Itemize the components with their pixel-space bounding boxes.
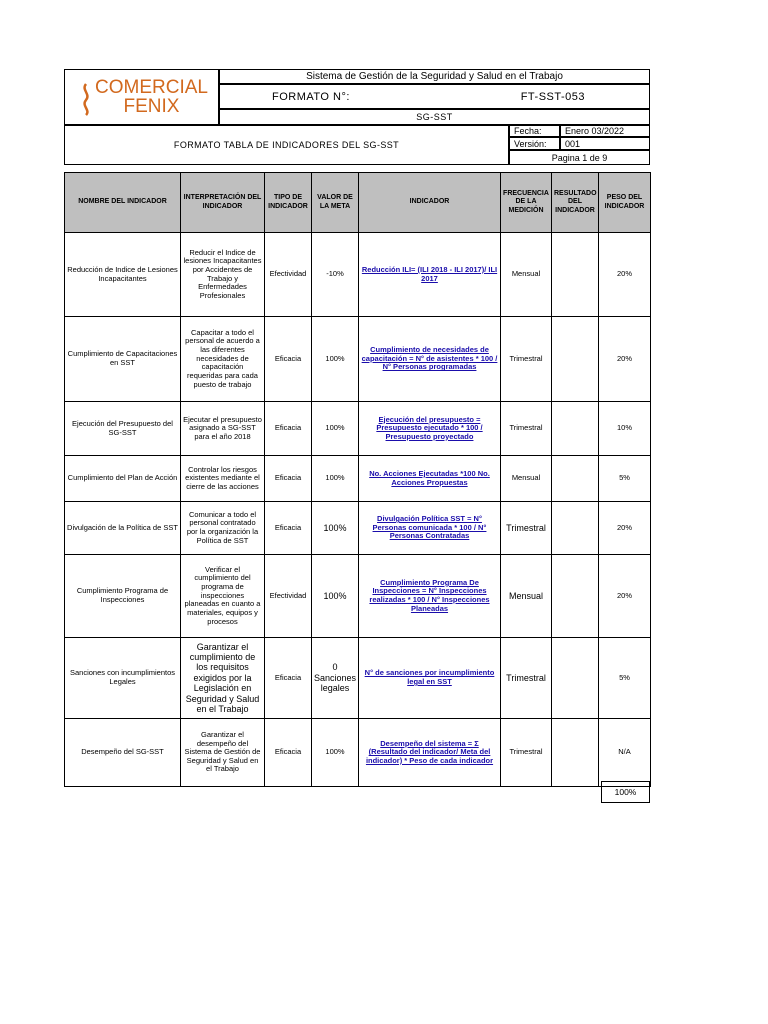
indicator-result bbox=[552, 233, 599, 317]
indicator-name: Ejecución del Presupuesto del SG-SST bbox=[65, 402, 181, 456]
col-header: NOMBRE DEL INDICADOR bbox=[65, 173, 181, 233]
indicator-weight: 20% bbox=[599, 555, 651, 638]
logo-line2: FENIX bbox=[123, 96, 180, 117]
indicator-interpretation: Ejecutar el presupuesto asignado a SG-SST para el año 2018 bbox=[181, 402, 265, 456]
indicator-formula-cell bbox=[359, 402, 501, 456]
indicator-result bbox=[552, 638, 599, 719]
indicator-weight: 10% bbox=[599, 402, 651, 456]
table-row bbox=[65, 317, 651, 402]
indicator-type: Eficacia bbox=[265, 502, 312, 555]
indicator-formula-cell bbox=[359, 233, 501, 317]
indicator-formula-link[interactable]: No. Acciones Ejecutadas *100 No. Acciones Propuestas bbox=[369, 468, 490, 487]
system-title: Sistema de Gestión de la Seguridad y Salud en el Trabajo bbox=[219, 69, 650, 84]
indicator-result bbox=[552, 456, 599, 502]
indicator-goal: -10% bbox=[312, 233, 359, 317]
indicator-formula-cell bbox=[359, 317, 501, 402]
col-header: INDICADOR bbox=[359, 173, 501, 233]
indicator-goal: 100% bbox=[312, 502, 359, 555]
total-weight: 100% bbox=[601, 781, 650, 803]
table-header-row bbox=[65, 173, 651, 233]
indicator-goal: 100% bbox=[312, 719, 359, 787]
indicator-type: Eficacia bbox=[265, 719, 312, 787]
col-header: PESO DEL INDICADOR bbox=[599, 173, 651, 233]
indicator-name: Sanciones con incumplimientos Legales bbox=[65, 638, 181, 719]
col-header: VALOR DE LA META bbox=[312, 173, 359, 233]
indicator-frequency: Trimestral bbox=[501, 402, 552, 456]
indicator-goal: 100% bbox=[312, 456, 359, 502]
indicator-weight: 5% bbox=[599, 456, 651, 502]
indicator-goal: 0 Sanciones legales bbox=[312, 638, 359, 719]
fecha-label: Fecha: bbox=[509, 125, 560, 137]
logo-mark-icon bbox=[79, 82, 93, 116]
company-logo bbox=[64, 69, 219, 125]
indicator-frequency: Trimestral bbox=[501, 317, 552, 402]
indicator-frequency: Trimestral bbox=[501, 638, 552, 719]
indicator-formula-link[interactable]: Desempeño del sistema = Σ (Resultado del indicador/ Meta del indicador) * Peso de cada indicador bbox=[365, 738, 494, 765]
table-row bbox=[65, 638, 651, 719]
indicator-name: Cumplimiento del Plan de Acción bbox=[65, 456, 181, 502]
version-value: 001 bbox=[560, 137, 650, 150]
table-row bbox=[65, 555, 651, 638]
indicator-formula-cell bbox=[359, 555, 501, 638]
table-row bbox=[65, 456, 651, 502]
indicator-formula-link[interactable]: Reducción ILI= (ILI 2018 - ILI 2017)/ ILI 2017 bbox=[361, 264, 498, 283]
indicator-formula-cell bbox=[359, 502, 501, 555]
table-row bbox=[65, 233, 651, 317]
indicator-result bbox=[552, 555, 599, 638]
indicator-formula-cell bbox=[359, 456, 501, 502]
document-title: FORMATO TABLA DE INDICADORES DEL SG-SST bbox=[64, 125, 509, 165]
indicator-frequency: Mensual bbox=[501, 456, 552, 502]
formato-label: FORMATO N°: bbox=[272, 90, 350, 103]
indicator-interpretation: Comunicar a todo el personal contratado por la organización la Política de SST bbox=[181, 502, 265, 555]
indicator-type: Eficacia bbox=[265, 456, 312, 502]
indicator-formula-link[interactable]: N° de sanciones por incumplimiento legal en SST bbox=[364, 668, 495, 686]
indicator-type: Efectividad bbox=[265, 555, 312, 638]
col-header: TIPO DE INDICADOR bbox=[265, 173, 312, 233]
indicator-name: Cumplimiento de Capacitaciones en SST bbox=[65, 317, 181, 402]
indicator-formula-link[interactable]: Ejecución del presupuesto = Presupuesto ejecutado * 100 / Presupuesto proyectado bbox=[376, 414, 483, 441]
indicator-formula-link[interactable]: Cumplimiento Programa De Inspecciones = N° Inspecciones realizadas * 100 / N° Inspecciones Planeadas bbox=[369, 577, 490, 613]
indicator-name: Reducción de Indice de Lesiones Incapacitantes bbox=[65, 233, 181, 317]
indicator-formula-link[interactable]: Cumplimiento de necesidades de capacitación = N° de asistentes * 100 / N° Personas programadas bbox=[361, 345, 498, 372]
indicator-interpretation: Garantizar el cumplimiento de los requisitos exigidos por la Legislación en Seguridad y Salud en el Trabajo bbox=[181, 638, 265, 719]
page-number: Pagina 1 de 9 bbox=[509, 150, 650, 165]
col-header: INTERPRETACIÓN DEL INDICADOR bbox=[181, 173, 265, 233]
formato-row bbox=[219, 84, 650, 109]
indicator-frequency: Trimestral bbox=[501, 502, 552, 555]
col-header: FRECUENCIA DE LA MEDICIÓN bbox=[501, 173, 552, 233]
indicator-result bbox=[552, 402, 599, 456]
indicator-frequency: Mensual bbox=[501, 555, 552, 638]
table-row bbox=[65, 719, 651, 787]
indicator-interpretation: Reducir el Indice de lesiones Incapacitantes por Accidentes de Trabajo y Enfermedades Profesionales bbox=[181, 233, 265, 317]
indicator-frequency: Mensual bbox=[501, 233, 552, 317]
indicator-formula-cell bbox=[359, 638, 501, 719]
indicator-weight: 20% bbox=[599, 502, 651, 555]
indicator-interpretation: Controlar los riesgos existentes mediante el cierre de las acciones bbox=[181, 456, 265, 502]
version-label: Versión: bbox=[509, 137, 560, 150]
indicator-name: Cumplimiento Programa de Inspecciones bbox=[65, 555, 181, 638]
sg-sst-label: SG-SST bbox=[219, 109, 650, 125]
indicator-goal: 100% bbox=[312, 402, 359, 456]
indicator-interpretation: Verificar el cumplimiento del programa de inspecciones planeadas en cuanto a materiales, equipos y procesos bbox=[181, 555, 265, 638]
formato-code: FT-SST-053 bbox=[520, 90, 585, 103]
indicator-formula-link[interactable]: Divulgación Política SST = N° Personas comunicada * 100 / N° Personas Contratadas bbox=[372, 514, 487, 541]
indicator-interpretation: Capacitar a todo el personal de acuerdo a las diferentes necesidades de capacitación requeridas para cada puesto de trabajo bbox=[181, 317, 265, 402]
indicator-name: Divulgación de la Política de SST bbox=[65, 502, 181, 555]
indicator-formula-cell bbox=[359, 719, 501, 787]
indicator-goal: 100% bbox=[312, 317, 359, 402]
fecha-value: Enero 03/2022 bbox=[560, 125, 650, 137]
col-header: RESULTADO DEL INDICADOR bbox=[552, 173, 599, 233]
indicator-frequency: Trimestral bbox=[501, 719, 552, 787]
indicator-result bbox=[552, 719, 599, 787]
indicator-weight: 20% bbox=[599, 317, 651, 402]
indicator-weight: 20% bbox=[599, 233, 651, 317]
indicator-result bbox=[552, 502, 599, 555]
logo-line1: COMERCIAL bbox=[95, 77, 208, 98]
indicator-weight: 5% bbox=[599, 638, 651, 719]
indicator-interpretation: Garantizar el desempeño del Sistema de Gestión de Seguridad y Salud en el Trabajo bbox=[181, 719, 265, 787]
table-row bbox=[65, 402, 651, 456]
indicators-table bbox=[64, 172, 651, 787]
indicator-weight: N/A bbox=[599, 719, 651, 787]
indicator-type: Eficacia bbox=[265, 402, 312, 456]
indicator-name: Desempeño del SG-SST bbox=[65, 719, 181, 787]
indicator-result bbox=[552, 317, 599, 402]
indicator-goal: 100% bbox=[312, 555, 359, 638]
indicator-type: Efectividad bbox=[265, 233, 312, 317]
indicator-type: Eficacia bbox=[265, 638, 312, 719]
table-row bbox=[65, 502, 651, 555]
indicator-type: Eficacia bbox=[265, 317, 312, 402]
